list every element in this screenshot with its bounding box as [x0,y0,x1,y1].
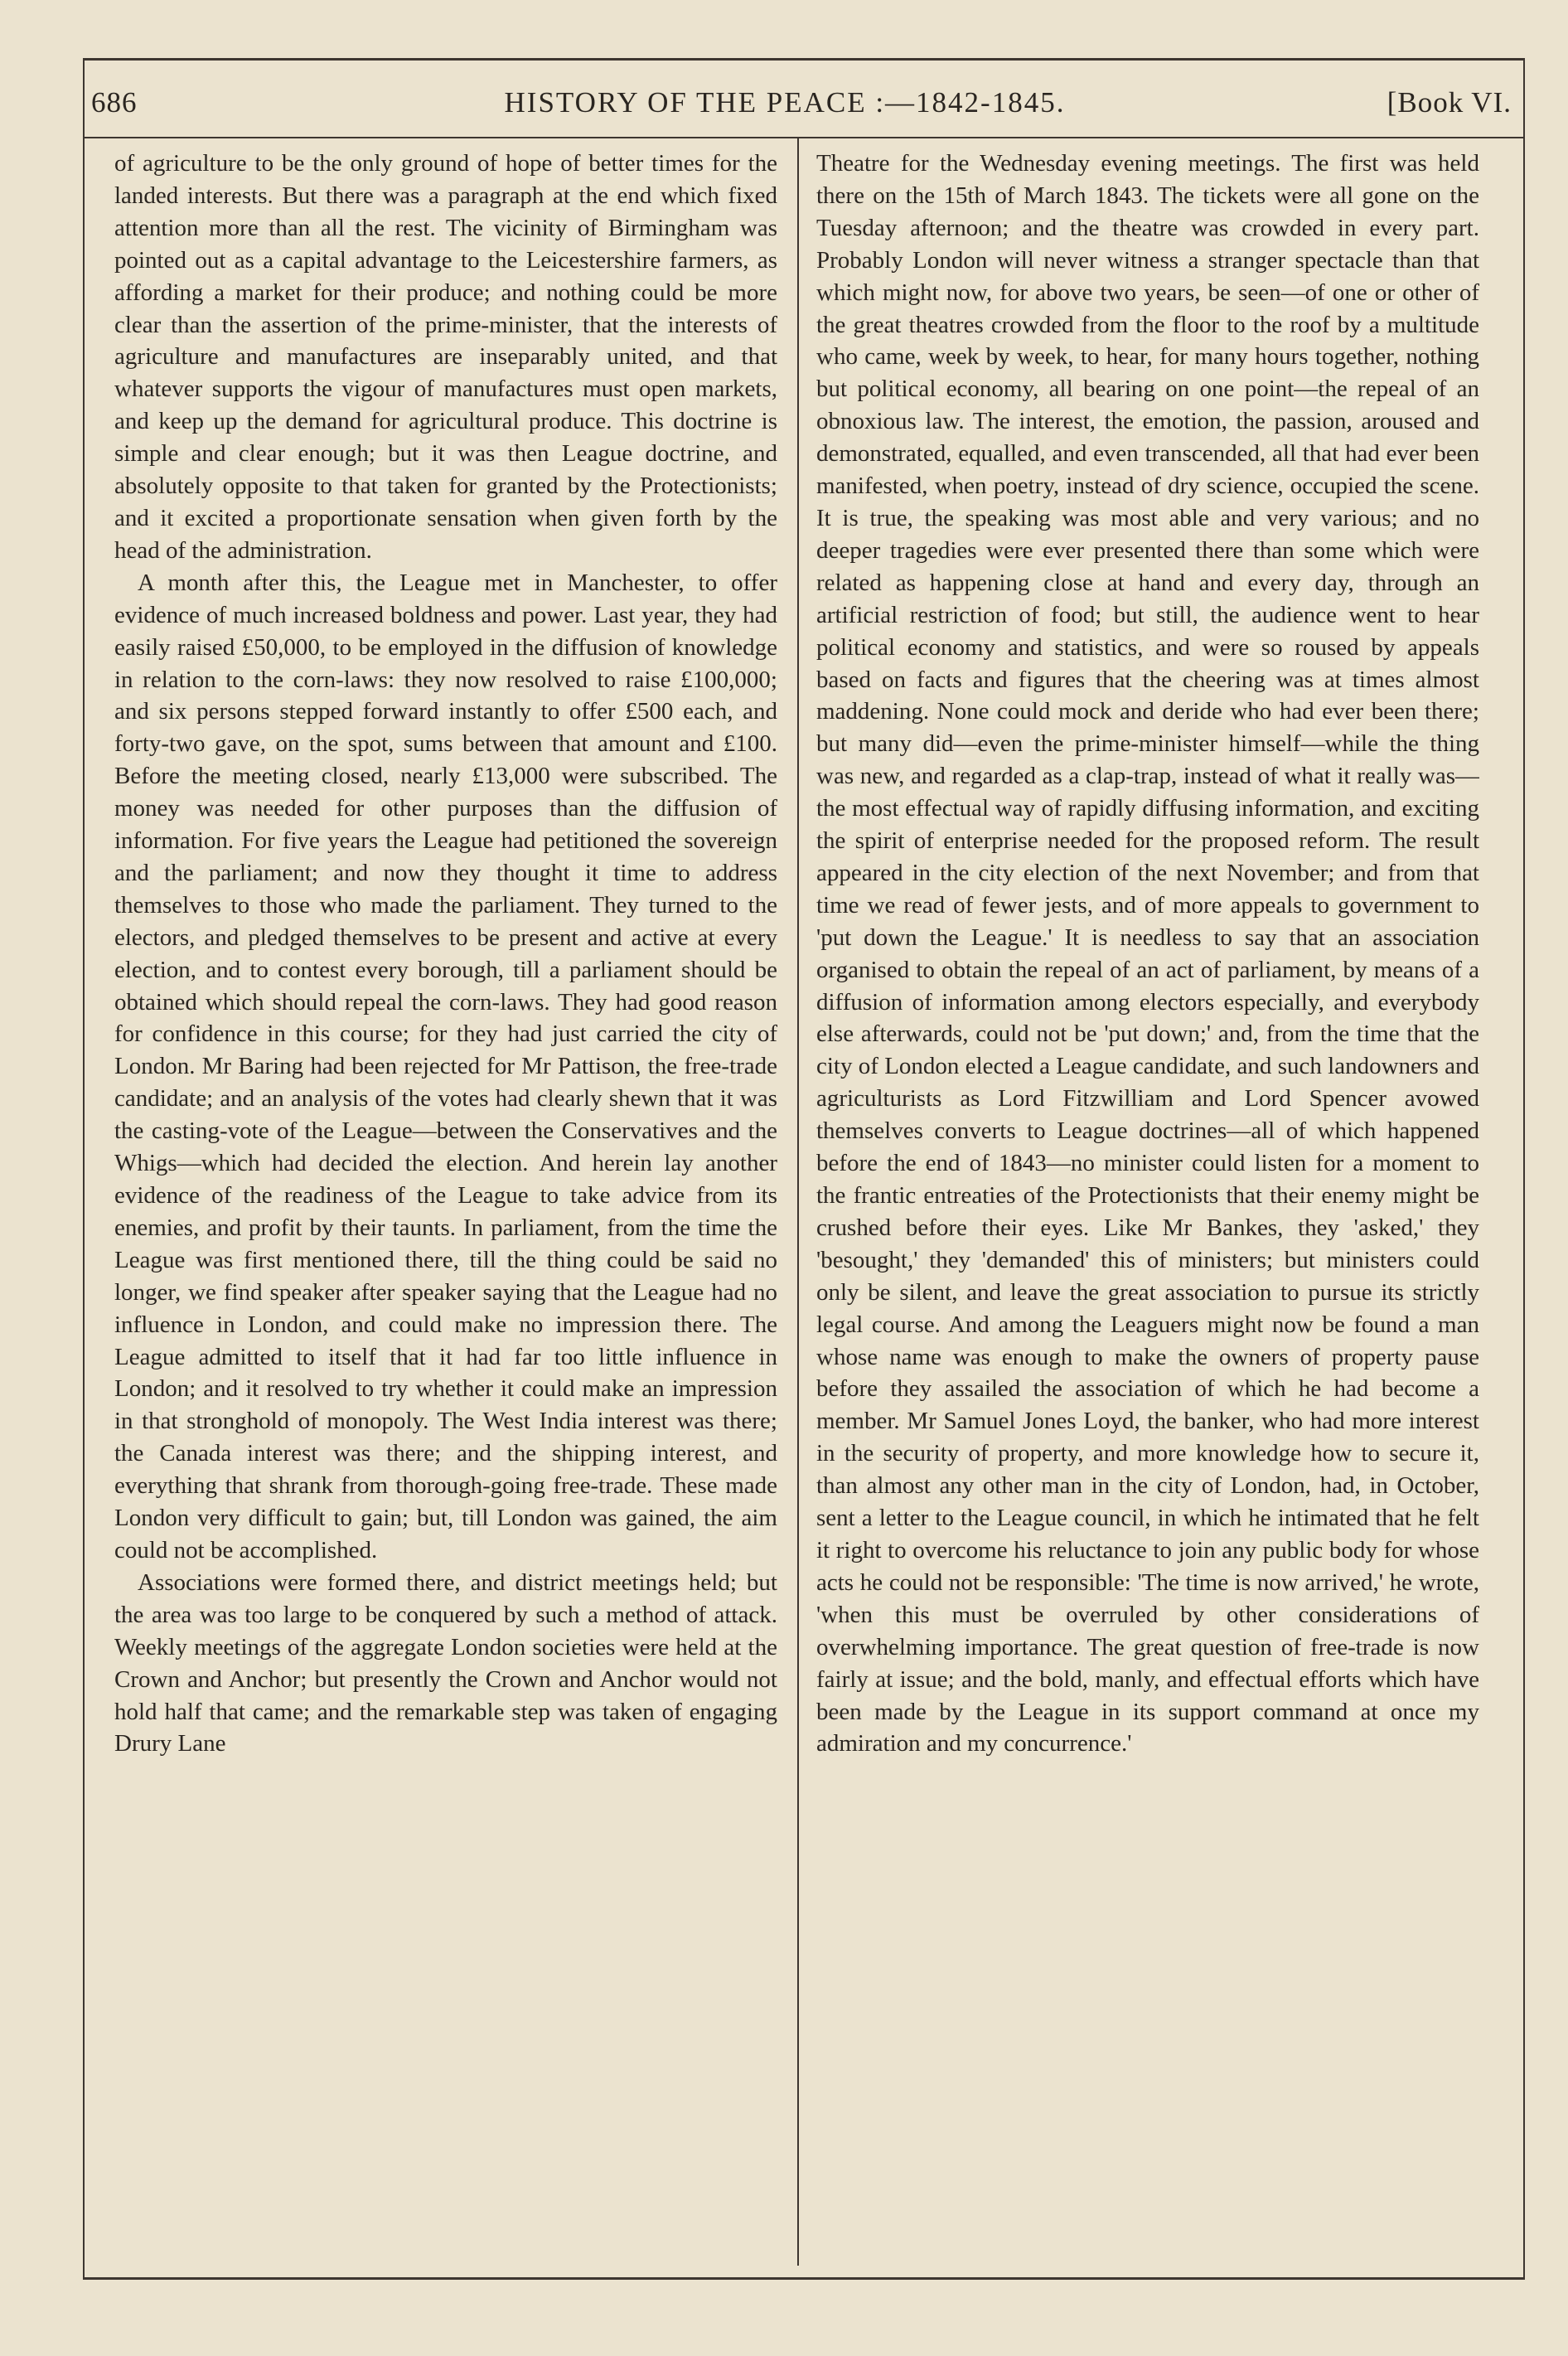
page-number: 686 [91,86,138,119]
book-reference: [Book VI. [1387,86,1512,119]
running-head [91,86,1512,126]
header-rule [85,137,1523,138]
left-column [114,148,777,2270]
right-column [816,148,1479,2270]
paragraph: Associations were formed there, and district meetings held; but the area was too large to be conquered by such a method of attack. Weekly meetings of the aggregate London societies were held at the Crown and Anchor; but presently the Crown and Anchor would not hold half that came; and the remarkable step was taken of engaging Drury Lane [114,1568,777,1757]
running-title: HISTORY OF THE PEACE :—1842-1845. [504,86,1066,119]
paragraph: Theatre for the Wednesday evening meetings. The first was held there on the 15th of March 1843. The tickets were all gone on the Tuesday afternoon; and the theatre was crowded in every part. Probably London will never witness a stranger spectacle than that which might now, for above two years, be seen—of one or other of the great theatres crowded from the floor to the roof by a multitude who came, week by week, to hear, for many hours together, nothing but political economy, all bearing on one point—the repeal of an obnoxious law. The interest, the emotion, the passion, aroused and demonstrated, equalled, and even transcended, all that had ever been manifested, when poetry, instead of dry science, occupied the scene. It is true, the speaking was most able and very various; and no deeper tragedies were ever presented there than some which were related as happening close at hand and every day, through an artificial restriction of food; but still, the audience went to hear political economy and statistics, and were so roused by appeals based on facts and figures that the cheering was at times almost maddening. None could mock and deride who had ever been there; but many did—even the prime-minister himself—while the thing was new, and regarded as a clap-trap, instead of what it really was—the most effectual way of rapidly diffusing information, and exciting the spirit of enterprise needed for the proposed reform. The result appeared in the city election of the next November; and from that time we read of fewer jests, and of more appeals to government to 'put down the League.' It is needless to say that an association organised to obtain the repeal of an act of parliament, by means of a diffusion of information among electors especially, and everybody else afterwards, could not be 'put down;' and, from the time that the city of London elected a League candidate, and such landowners and agriculturists as Lord Fitzwilliam and Lord Spencer avowed themselves converts to League doctrines—all of which happened before the end of 1843—no minister could listen for a moment to the frantic entreaties of the Protectionists that their enemy might be crushed before their eyes. Like Mr Bankes, they 'asked,' they 'besought,' they 'demanded' this of ministers; but ministers could only be silent, and leave the great association to pursue its strictly legal course. And among the Leaguers might now be found a man whose name was enough to make the owners of property pause before they assailed the association of which he had become a member. Mr Samuel Jones Loyd, the banker, who had more interest in the security of property, and more knowledge how to secure it, than almost any other man in the city of London, had, in October, sent a letter to the League council, in which he intimated that he felt it right to overcome his reluctance to join any public body for whose acts he could not be responsible: 'The time is now arrived,' he wrote, 'when this must be overruled by other considerations of overwhelming importance. The great question of free-trade is now fairly at issue; and the bold, manly, and effectual efforts which have been made by the League in its support command at once my admiration and my concurrence.' [816,150,1479,1757]
paragraph: of agriculture to be the only ground of hope of better times for the landed interests. But there was a paragraph at the end which fixed attention more than all the rest. The vicinity of Birmingham was pointed out as a capital advantage to the Leicestershire farmers, as affording a market for their produce; and nothing could be more clear than the assertion of the prime-minister, that the interests of agriculture and manufactures are inseparably united, and that whatever supports the vigour of manufactures must open markets, and keep up the demand for agricultural produce. This doctrine is simple and clear enough; but it was then League doctrine, and absolutely opposite to that taken for granted by the Protectionists; and it excited a proportionate sensation when given forth by the head of the administration. [114,150,777,564]
paragraph: A month after this, the League met in Manchester, to offer evidence of much increased boldness and power. Last year, they had easily raised £50,000, to be employed in the diffusion of knowledge in relation to the corn-laws: they now resolved to raise £100,000; and six persons stepped forward instantly to offer £500 each, and forty-two gave, on the spot, sums between that amount and £100. Before the meeting closed, nearly £13,000 were subscribed. The money was needed for other purposes than the diffusion of information. For five years the League had petitioned the sovereign and the parliament; and now they thought it time to address themselves to those who made the parliament. They turned to the electors, and pledged themselves to be present and active at every election, and to contest every borough, till a parliament should be obtained which should repeal the corn-laws. They had good reason for confidence in this course; for they had just carried the city of London. Mr Baring had been rejected for Mr Pattison, the free-trade candidate; and an analysis of the votes had clearly shewn that it was the casting-vote of the League—between the Conservatives and the Whigs—which had decided the election. And herein lay another evidence of the readiness of the League to take advice from its enemies, and profit by their taunts. In parliament, from the time the League was first mentioned there, till the thing could be said no longer, we find speaker after speaker saying that the League had no influence in London, and could make no impression there. The League admitted to itself that it had far too little influence in London; and it resolved to try whether it could make an impression in that stronghold of monopoly. The West India interest was there; the Canada interest was there; and the shipping interest, and everything that shrank from thorough-going free-trade. These made London very difficult to gain; but, till London was gained, the aim could not be accomplished. [114,569,777,1563]
column-divider [797,138,799,2266]
